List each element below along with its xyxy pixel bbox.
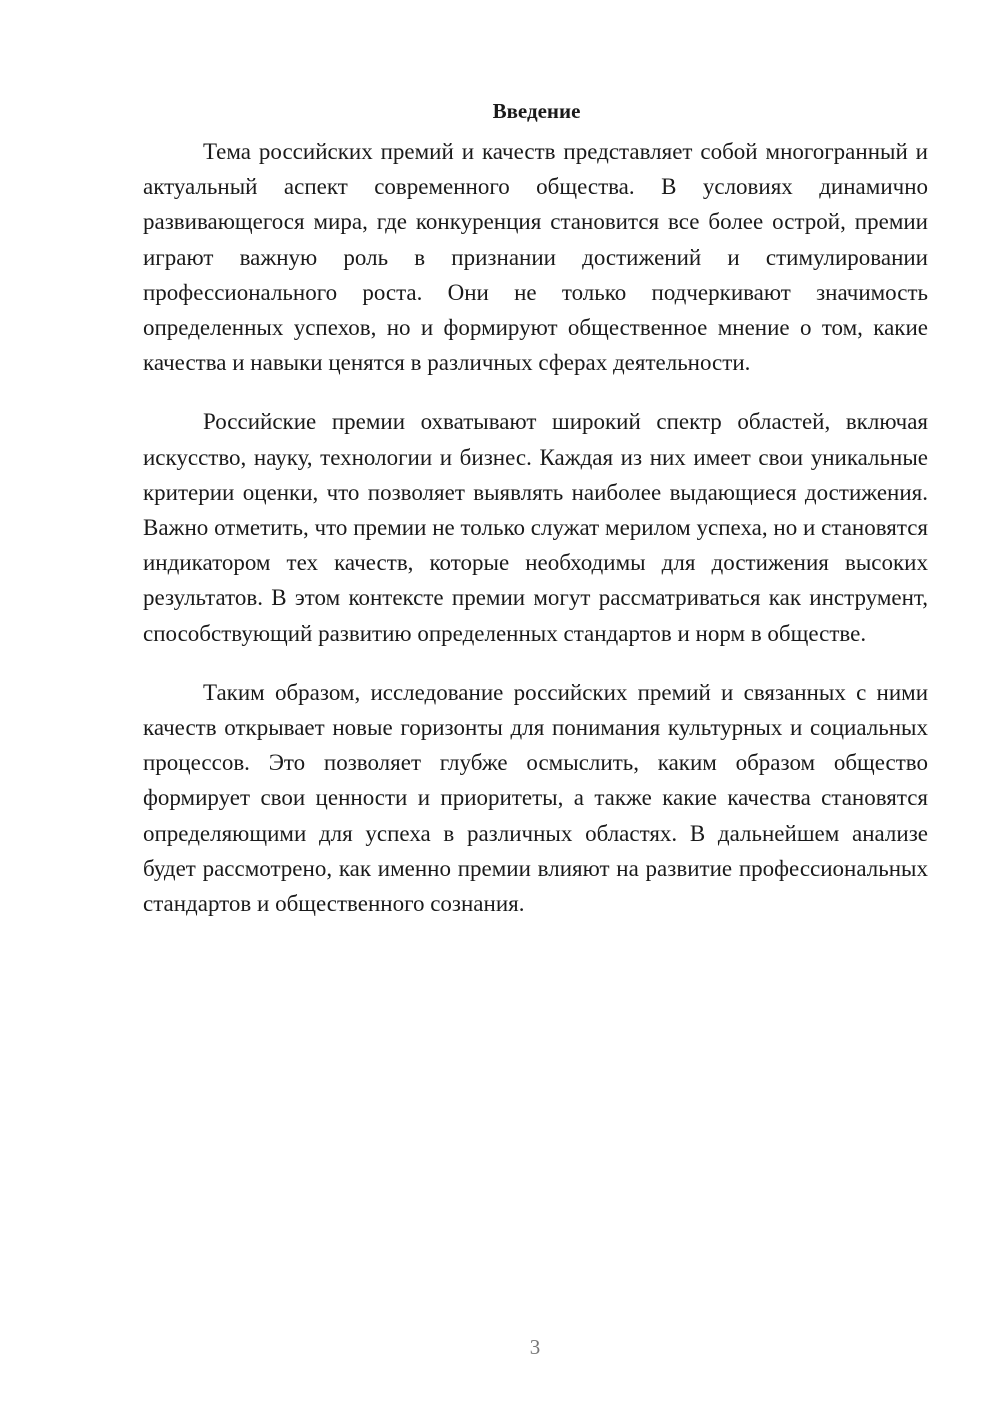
paragraph: Тема российских премий и качеств представляет собой многогранный и актуальный аспект современного общества. В условиях динамично развивающегося мира, где конкуренция становится все более острой, премии играют важную роль в признании достижений и стимулировании профессионального роста. Они не только подчеркивают значимость определенных успехов, но и формируют общественное мнение о том, какие качества и навыки ценятся в различных сферах деятельности. (143, 139, 928, 376)
page-content (143, 96, 928, 945)
section-heading: Введение (492, 99, 581, 123)
paragraph: Российские премии охватывают широкий спектр областей, включая искусство, науку, технологии и бизнес. Каждая из них имеет свои уникальные критерии оценки, что позволяет выявлять наиболее выдающиеся достижения. Важно отметить, что премии не только служат мерилом успеха, но и становятся индикатором тех качеств, которые необходимы для достижения высоких результатов. В этом контексте премии могут рассматриваться как инструмент, способствующий развитию определенных стандартов и норм в обществе. (143, 409, 928, 646)
page-number: 3 (529, 1335, 541, 1359)
paragraph: Таким образом, исследование российских премий и связанных с ними качеств открывает новые горизонты для понимания культурных и социальных процессов. Это позволяет глубже осмыслить, каким образом общество формирует свои ценности и приоритеты, а также какие качества становятся определяющими для успеха в различных областях. В дальнейшем анализе будет рассмотрено, как именно премии влияют на развитие профессиональных стандартов и общественного сознания. (143, 679, 928, 917)
